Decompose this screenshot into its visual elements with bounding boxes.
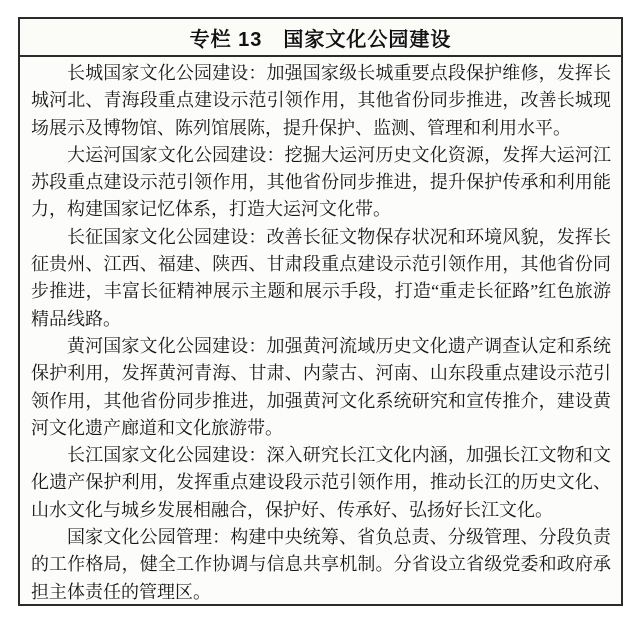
paragraph-great-wall: 长城国家文化公园建设：加强国家级长城重要点段保护维修，发挥长城河北、青海段重点建设示范引领作用，其他省份同步推进，改善长城现场展示及博物馆、陈列馆展陈，提升保护、监测、管理和利用水平。 bbox=[31, 63, 611, 138]
paragraph-park-management: 国家文化公园管理：构建中央统筹、省负总责、分级管理、分段负责的工作格局，健全工作协调与信息共享机制。分省设立省级党委和政府承担主体责任的管理区。 bbox=[31, 527, 611, 602]
column-box-title-bar bbox=[20, 19, 621, 57]
paragraph-long-march: 长征国家文化公园建设：改善长征文物保存状况和环境风貌，发挥长征贵州、江西、福建、陕西、甘肃段重点建设示范引领作用，其他省份同步推进，丰富长征精神展示主题和展示手段，打造“重走长征路”红色旅游精品线路。 bbox=[31, 226, 611, 329]
paragraph-grand-canal: 大运河国家文化公园建设：挖掘大运河历史文化资源，发挥大运河江苏段重点建设示范引领作用，其他省份同步推进，提升保护传承和利用能力，构建国家记忆体系，打造大运河文化带。 bbox=[31, 144, 611, 220]
column-box-body bbox=[20, 57, 621, 606]
column-box-title: 专栏 13 国家文化公园建设 bbox=[189, 28, 452, 51]
paragraph-yellow-river: 黄河国家文化公园建设：加强黄河流域历史文化遗产调查认定和系统保护利用，发挥黄河青海、甘肃、内蒙古、河南、山东段重点建设示范引领作用，其他省份同步推进，加强黄河文化系统研究和宣传推介，建设黄河文化遗产廊道和文化旅游带。 bbox=[31, 335, 611, 438]
column-box bbox=[18, 17, 623, 606]
paragraph-yangtze-river: 长江国家文化公园建设：深入研究长江文化内涵，加强长江文物和文化遗产保护利用，发挥重点建设段示范引领作用，推动长江的历史文化、山水文化与城乡发展相融合，保护好、传承好、弘扬好长江文化。 bbox=[31, 445, 611, 520]
